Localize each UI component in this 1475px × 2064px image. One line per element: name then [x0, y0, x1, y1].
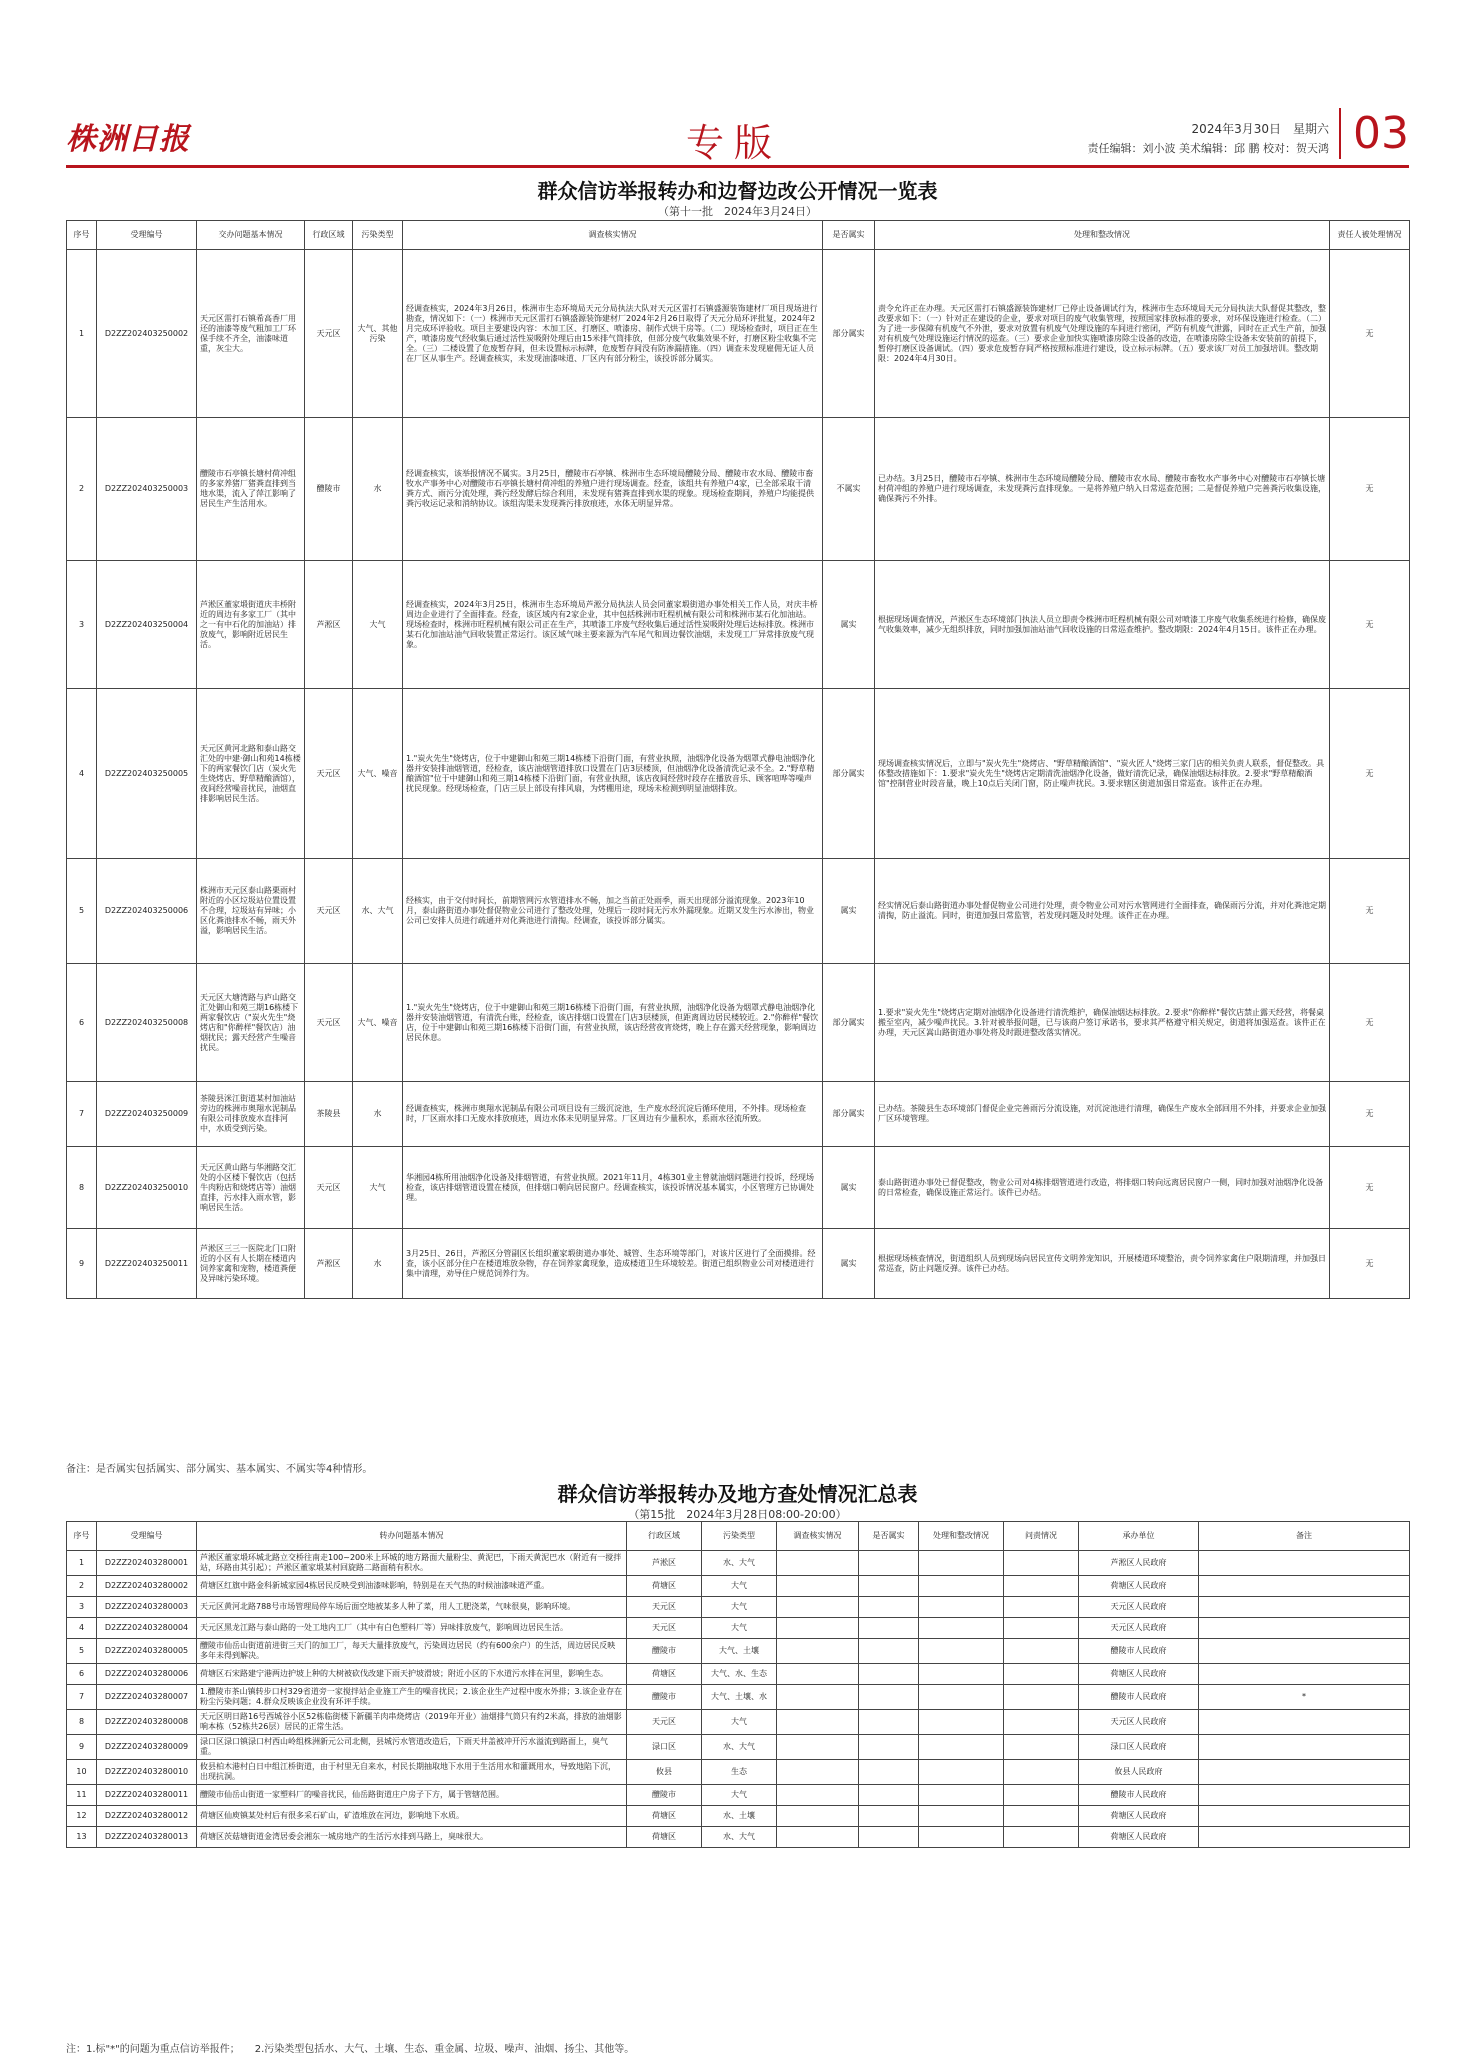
table1-subtitle: （第十一批 2024年3月24日）	[658, 205, 817, 218]
empty-cell	[859, 1639, 919, 1664]
cell-area: 天元区	[305, 1147, 353, 1229]
cell-issue: 荷塘区石宋路建宁港两边护坡上种的大树被砍伐改建下雨天护坡滑坡；附近小区的下水道污水排在河里，影响生态。	[197, 1664, 627, 1685]
empty-cell	[859, 1827, 919, 1848]
cell-issue: 天元区黄河北路和泰山路交汇处的中建·御山和苑14栋楼下的两家餐饮门店（炭火先生烧烤店、野草精酿酒馆），夜间经营噪音扰民，油烟直排影响居民生活。	[197, 689, 305, 859]
cell-type: 水	[353, 1082, 403, 1147]
table-row	[67, 1576, 1410, 1597]
cell-no: 9	[67, 1735, 97, 1760]
column-header: 处理和整改情况	[875, 221, 1330, 250]
empty-cell	[919, 1806, 1004, 1827]
cell-no: 1	[67, 250, 97, 418]
empty-cell	[777, 1827, 859, 1848]
cell-remark	[1199, 1760, 1410, 1785]
cell-handling: 泰山路街道办事处已督促整改，物业公司对4栋排烟管道进行改造，将排烟口转向远离居民窗户一侧，同时加强对油烟净化设备的日常检查，确保设施正常运行。该件已办结。	[875, 1147, 1330, 1229]
cell-id: D2ZZ202403280008	[97, 1710, 197, 1735]
cell-no: 2	[67, 1576, 97, 1597]
cell-area: 醴陵市	[627, 1639, 702, 1664]
empty-cell	[919, 1639, 1004, 1664]
cell-unit: 荷塘区人民政府	[1079, 1827, 1199, 1848]
cell-no: 10	[67, 1760, 97, 1785]
cell-liable: 无	[1330, 964, 1410, 1082]
cell-handling: 已办结。茶陵县生态环境部门督促企业完善雨污分流设施，对沉淀池进行清理，确保生产废水全部回用不外排，并要求企业加强厂区环境管理。	[875, 1082, 1330, 1147]
cell-id: D2ZZ202403250006	[97, 859, 197, 964]
table-row	[67, 964, 1410, 1082]
table1-title: 群众信访举报转办和边督边改公开情况一览表	[537, 179, 938, 203]
empty-cell	[859, 1735, 919, 1760]
table-row	[67, 1147, 1410, 1229]
cell-verified: 属实	[823, 1147, 875, 1229]
cell-remark	[1199, 1785, 1410, 1806]
cell-no: 6	[67, 1664, 97, 1685]
cell-remark	[1199, 1618, 1410, 1639]
empty-cell	[1004, 1618, 1079, 1639]
empty-cell	[777, 1639, 859, 1664]
empty-cell	[919, 1576, 1004, 1597]
cell-remark	[1199, 1551, 1410, 1576]
cell-type: 大气	[702, 1618, 777, 1639]
cell-area: 天元区	[305, 250, 353, 418]
cell-handling: 根据现场核查情况，街道组织人员到现场向居民宣传文明养宠知识，开展楼道环境整治，责令饲养家禽住户限期清理，并加强日常巡查，防止问题反弹。该件已办结。	[875, 1229, 1330, 1299]
table1	[66, 220, 1410, 1299]
cell-issue: 天元区大塘湾路与庐山路交汇处御山和苑三期16栋楼下两家餐饮店（"炭火先生"烧烤店和"你醉样"餐饮店）油烟扰民；露天经营产生噪音扰民。	[197, 964, 305, 1082]
cell-issue: 天元区黄山路与华湘路交汇处的小区楼下餐饮店（包括牛肉粉店和烧烤店等）油烟直排，污水排入雨水管，影响居民生活。	[197, 1147, 305, 1229]
column-header: 序号	[67, 221, 97, 250]
cell-type: 大气、其他污染	[353, 250, 403, 418]
cell-id: D2ZZ202403280003	[97, 1597, 197, 1618]
cell-type: 水、大气	[702, 1827, 777, 1848]
cell-handling: 根据现场调查情况，芦淞区生态环境部门执法人员立即责令株洲市旺程机械有限公司对喷漆工序废气收集系统进行检修，确保废气收集效率，减少无组织排放，同时加强加油站油气回收设施的日常巡查维护。整改期限：2024年4月15日。该件正在办理。	[875, 561, 1330, 689]
cell-liable: 无	[1330, 1229, 1410, 1299]
cell-id: D2ZZ202403250009	[97, 1082, 197, 1147]
cell-verified: 不属实	[823, 418, 875, 561]
table-row	[67, 1806, 1410, 1827]
cell-remark	[1199, 1576, 1410, 1597]
cell-area: 天元区	[627, 1597, 702, 1618]
cell-verified: 部分属实	[823, 1082, 875, 1147]
cell-remark	[1199, 1827, 1410, 1848]
cell-investigation: 华湘园4栋所用油烟净化设备及排烟管道，有营业执照。2021年11月，4栋301业主曾就油烟问题进行投诉，经现场检查，该店排烟管道设置在楼顶，但排烟口朝向居民窗户。经调查核实，该投诉情况基本属实，小区管理方已协调处理。	[403, 1147, 823, 1229]
cell-no: 8	[67, 1710, 97, 1735]
cell-liable: 无	[1330, 561, 1410, 689]
cell-type: 大气、噪音	[353, 964, 403, 1082]
column-header: 行政区域	[627, 1522, 702, 1551]
cell-investigation: 经调查核实，2024年3月25日，株洲市生态环境局芦淞分局执法人员会同董家塅街道办事处相关工作人员，对庆丰桥周边企业进行了全面排查。经查，该区域内有2家企业，其中包括株洲市旺程机械有限公司和株洲市某石化加油站。现场检查时，株洲市旺程机械有限公司正在生产，其喷漆工序废气经收集后通过活性炭吸附处理后达标排放。株洲市某石化加油站油气回收装置正常运行。该区域气味主要来源为汽车尾气和周边餐饮油烟，未发现工厂异常排放废气现象。	[403, 561, 823, 689]
empty-cell	[1004, 1827, 1079, 1848]
empty-cell	[1004, 1551, 1079, 1576]
cell-no: 1	[67, 1551, 97, 1576]
cell-unit: 天元区人民政府	[1079, 1597, 1199, 1618]
table-row	[67, 1785, 1410, 1806]
cell-issue: 1.醴陵市茶山镇转步口村329省道旁一家搅拌站企业施工产生的噪音扰民；2.该企业生产过程中废水外排；3.该企业存在粉尘污染问题；4.群众反映该企业没有环评手续。	[197, 1685, 627, 1710]
empty-cell	[859, 1597, 919, 1618]
empty-cell	[777, 1618, 859, 1639]
table-row	[67, 859, 1410, 964]
editor-credits: 责任编辑：刘小波 美术编辑：邱 鹏 校对：贺天鸿	[1087, 142, 1329, 155]
empty-cell	[777, 1551, 859, 1576]
table2-header-row	[67, 1522, 1410, 1551]
empty-cell	[859, 1785, 919, 1806]
column-header: 调查核实情况	[777, 1522, 859, 1551]
column-header: 是否属实	[823, 221, 875, 250]
cell-issue: 天元区明日路16号西城谷小区52栋临街楼下新疆羊肉串烧烤店（2019年开业）油烟排气筒只有约2米高，排放的油烟影响本栋（52栋共26层）居民的正常生活。	[197, 1710, 627, 1735]
cell-issue: 天元区黄河北路788号市场管理局停车场后面空地被某多人种了菜，用人工肥浇菜，气味很臭，影响环境。	[197, 1597, 627, 1618]
empty-cell	[1004, 1685, 1079, 1710]
cell-no: 6	[67, 964, 97, 1082]
empty-cell	[777, 1664, 859, 1685]
cell-investigation: 1."炭火先生"烧烤店，位于中建御山和苑三期14栋楼下沿街门面，有营业执照，油烟净化设备为烟罩式静电油烟净化器并安装排油烟管道，经检查，该店油烟管道排放口设置在门店3层楼顶，但油烟净化设备清洗记录不全。2."野草精酿酒馆"位于中建御山和苑三期14栋楼下沿街门面，有营业执照，该店夜间经营时段存在播放音乐、顾客喧哗等噪声扰民现象。经现场检查，门店三层上部设有排风扇，为烤棚用途，现场未检测到明显油烟排放。	[403, 689, 823, 859]
empty-cell	[777, 1685, 859, 1710]
cell-type: 大气、噪音	[353, 689, 403, 859]
cell-no: 13	[67, 1827, 97, 1848]
cell-id: D2ZZ202403250011	[97, 1229, 197, 1299]
table1-note: 备注：是否属实包括属实、部分属实、基本属实、不属实等4种情形。	[66, 1464, 373, 1475]
empty-cell	[1004, 1785, 1079, 1806]
empty-cell	[1004, 1710, 1079, 1735]
empty-cell	[859, 1551, 919, 1576]
cell-unit: 醴陵市人民政府	[1079, 1785, 1199, 1806]
cell-type: 大气	[702, 1576, 777, 1597]
cell-unit: 荷塘区人民政府	[1079, 1806, 1199, 1827]
cell-verified: 部分属实	[823, 250, 875, 418]
cell-type: 大气	[702, 1710, 777, 1735]
cell-issue: 茶陵县洣江街道某村加油站旁边的株洲市奥翔水泥制品有限公司排放废水直排河中，水质受到污染。	[197, 1082, 305, 1147]
empty-cell	[777, 1735, 859, 1760]
cell-area: 荷塘区	[627, 1664, 702, 1685]
table2-note: 注：1.标"*"的问题为重点信访举报件； 2.污染类型包括水、大气、土壤、生态、重金属、垃圾、噪声、油烟、扬尘、其他等。	[66, 2044, 635, 2055]
cell-unit: 荷塘区人民政府	[1079, 1576, 1199, 1597]
cell-id: D2ZZ202403250002	[97, 250, 197, 418]
column-header: 污染类型	[702, 1522, 777, 1551]
cell-issue: 醴陵市仙岳山街道一家塑料厂的噪音扰民，仙岳路街道庄户房子下方，属于管辖范围。	[197, 1785, 627, 1806]
empty-cell	[859, 1806, 919, 1827]
empty-cell	[859, 1664, 919, 1685]
cell-area: 醴陵市	[305, 418, 353, 561]
empty-cell	[777, 1710, 859, 1735]
cell-issue: 芦淞区三三一医院北门口附近的小区有人长期在楼道内饲养家禽和宠物，楼道粪便及异味污染环境。	[197, 1229, 305, 1299]
cell-no: 3	[67, 561, 97, 689]
table-row	[67, 1082, 1410, 1147]
empty-cell	[919, 1710, 1004, 1735]
cell-issue: 醴陵市石亭镇长塘村荷冲组的多家养猪厂猪粪直排到当地水渠，流入了萍江影响了居民生产生活用水。	[197, 418, 305, 561]
table-row	[67, 561, 1410, 689]
cell-area: 渌口区	[627, 1735, 702, 1760]
cell-verified: 部分属实	[823, 964, 875, 1082]
empty-cell	[777, 1806, 859, 1827]
cell-type: 水、大气	[702, 1551, 777, 1576]
cell-type: 大气	[353, 561, 403, 689]
cell-id: D2ZZ202403280007	[97, 1685, 197, 1710]
column-header: 污染类型	[353, 221, 403, 250]
section-title: 专版	[686, 121, 783, 165]
cell-area: 芦淞区	[305, 1229, 353, 1299]
cell-handling: 现场调查核实情况后，立即与"炭火先生"烧烤店、"野草精酿酒馆"、"炭火匠人"烧烤三家门店的相关负责人联系，督促整改。具体整改措施如下：1.要求"炭火先生"烧烤店定期清洗油烟净化设备，做好清洗记录，确保油烟达标排放。2.要求"野草精酿酒馆"控制营业时段音量，晚上10点后关闭门窗，防止噪声扰民。3.要求辖区街道加强日常巡查。该件正在办理。	[875, 689, 1330, 859]
cell-area: 天元区	[305, 964, 353, 1082]
table-row	[67, 1827, 1410, 1848]
cell-type: 大气	[353, 1147, 403, 1229]
cell-type: 水、土壤	[702, 1806, 777, 1827]
column-header: 转办问题基本情况	[197, 1522, 627, 1551]
cell-remark	[1199, 1735, 1410, 1760]
column-header: 受理编号	[97, 221, 197, 250]
cell-remark: *	[1199, 1685, 1410, 1710]
cell-id: D2ZZ202403250005	[97, 689, 197, 859]
table2-subtitle: （第15批 2024年3月28日08:00-20:00）	[628, 1508, 847, 1521]
cell-no: 5	[67, 859, 97, 964]
cell-type: 大气、水、生态	[702, 1664, 777, 1685]
cell-unit: 攸县人民政府	[1079, 1760, 1199, 1785]
table-row	[67, 1760, 1410, 1785]
table-row	[67, 1618, 1410, 1639]
cell-remark	[1199, 1710, 1410, 1735]
cell-liable: 无	[1330, 689, 1410, 859]
issue-date: 2024年3月30日 星期六	[1191, 122, 1329, 136]
cell-id: D2ZZ202403250010	[97, 1147, 197, 1229]
cell-id: D2ZZ202403280005	[97, 1639, 197, 1664]
cell-area: 荷塘区	[627, 1576, 702, 1597]
cell-area: 茶陵县	[305, 1082, 353, 1147]
empty-cell	[1004, 1639, 1079, 1664]
cell-id: D2ZZ202403250008	[97, 964, 197, 1082]
cell-handling: 经实情况后泰山路街道办事处督促物业公司进行处理，责令物业公司对污水管网进行全面排查，确保雨污分流，并对化粪池定期清掏，防止溢流。同时，街道加强日常监管，若发现问题及时处理。该件正在办理。	[875, 859, 1330, 964]
empty-cell	[919, 1685, 1004, 1710]
cell-issue: 荷塘区仙庾镇某处村后有很多采石矿山，矿渣堆放在河边，影响地下水质。	[197, 1806, 627, 1827]
cell-unit: 醴陵市人民政府	[1079, 1685, 1199, 1710]
cell-unit: 天元区人民政府	[1079, 1618, 1199, 1639]
cell-investigation: 经调查核实，该举报情况不属实。3月25日，醴陵市石亭镇、株洲市生态环境局醴陵分局、醴陵市农水局、醴陵市畜牧水产事务中心对醴陵市石亭镇长塘村荷冲组的养殖户进行现场调查。经查，该组共有养殖户4家，已全部采取干清粪方式、雨污分流处理，粪污经发酵后综合利用，未发现有猪粪直排到水渠的现象。现场检查期间，养殖户均能提供粪污收运记录和消纳协议。该组沟渠未发现粪污排放痕迹，水体无明显异常。	[403, 418, 823, 561]
cell-area: 天元区	[305, 689, 353, 859]
cell-type: 水、大气	[702, 1735, 777, 1760]
cell-unit: 芦淞区人民政府	[1079, 1551, 1199, 1576]
column-header: 受理编号	[97, 1522, 197, 1551]
cell-investigation: 经调查核实，2024年3月26日，株洲市生态环境局天元分局执法大队对天元区雷打石镇盛源装饰建材厂项目现场进行勘查，情况如下：（一）株洲市天元区雷打石镇盛源装饰建材厂2024年2月26日取得了天元分局环评批复，2024年2月完成环评验收。项目主要建设内容：木加工区、打磨区、喷漆房、制作式烘干房等。（二）现场检查时，项目正在生产，喷漆房废气经收集后通过活性炭吸附处理后由15米排气筒排放，但部分废气收集效果不好，打磨区粉尘收集不完全。（三）二楼设置了危废暂存间，但未设置标示标牌，危废暂存间没有防渗漏措施。（四）调查未发现雇佣无证人员在厂区从事生产。经调查核实，未发现油漆味道、厂区内有部分粉尘，该投诉部分属实。	[403, 250, 823, 418]
cell-no: 7	[67, 1082, 97, 1147]
cell-type: 大气	[702, 1785, 777, 1806]
cell-unit: 荷塘区人民政府	[1079, 1664, 1199, 1685]
cell-handling: 责令允许正在办理。天元区雷打石镇盛源装饰建材厂已停止设备调试行为，株洲市生态环境局天元分局执法大队督促其整改，整改要求如下：（一）针对正在建设的企业，要求对项目的废气收集管理，按照国家排放标准的要求，对环保设施进行检查。（二）为了进一步保障有机废气不外泄，要求对放置有机废气处理设施的车间进行密闭，严防有机废气泄露，同时在正式生产前，加强对有机废气处理设施运行情况的巡查。（三）要求企业加快实施喷漆房除尘设备的改造，在喷漆房除尘设备未安装前的前提下，暂停打磨区设备调试。（四）要求危废暂存间严格按照标准进行建设，设立标示标牌。（五）要求该厂对员工加强培训。整改期限：2024年4月30日。	[875, 250, 1330, 418]
cell-no: 12	[67, 1806, 97, 1827]
empty-cell	[919, 1664, 1004, 1685]
cell-id: D2ZZ202403250004	[97, 561, 197, 689]
cell-remark	[1199, 1639, 1410, 1664]
cell-no: 7	[67, 1685, 97, 1710]
cell-type: 水	[353, 1229, 403, 1299]
cell-type: 生态	[702, 1760, 777, 1785]
cell-issue: 天元区黑龙江路与泰山路的一处工地内工厂（其中有白色塑料厂等）异味排放废气，影响周边居民生活。	[197, 1618, 627, 1639]
cell-unit: 天元区人民政府	[1079, 1710, 1199, 1735]
empty-cell	[919, 1597, 1004, 1618]
page-number: 03	[1339, 108, 1409, 159]
cell-no: 9	[67, 1229, 97, 1299]
empty-cell	[1004, 1576, 1079, 1597]
cell-area: 荷塘区	[627, 1827, 702, 1848]
newspaper-logo: 株洲日报	[66, 122, 190, 157]
empty-cell	[1004, 1760, 1079, 1785]
empty-cell	[1004, 1806, 1079, 1827]
cell-liable: 无	[1330, 1147, 1410, 1229]
cell-issue: 荷塘区红旗中路金科新城家园4栋居民反映受到油漆味影响，特别是在天气热的时候油漆味道严重。	[197, 1576, 627, 1597]
empty-cell	[919, 1551, 1004, 1576]
cell-area: 天元区	[627, 1710, 702, 1735]
table2-title: 群众信访举报转办及地方查处情况汇总表	[557, 1482, 918, 1506]
cell-investigation: 3月25日、26日，芦淞区分管副区长组织董家塅街道办事处、城管、生态环境等部门，对该片区进行了全面摸排。经查，该小区部分住户在楼道堆放杂物，存在饲养家禽现象，造成楼道卫生环境较差。街道已组织物业公司对楼道进行集中清理，劝导住户规范饲养行为。	[403, 1229, 823, 1299]
table-row	[67, 418, 1410, 561]
cell-area: 芦淞区	[305, 561, 353, 689]
cell-type: 水、大气	[353, 859, 403, 964]
empty-cell	[859, 1576, 919, 1597]
column-header: 序号	[67, 1522, 97, 1551]
cell-no: 4	[67, 1618, 97, 1639]
cell-type: 水	[353, 418, 403, 561]
cell-no: 3	[67, 1597, 97, 1618]
cell-no: 5	[67, 1639, 97, 1664]
header-divider	[66, 165, 1409, 168]
cell-area: 醴陵市	[627, 1685, 702, 1710]
empty-cell	[777, 1785, 859, 1806]
cell-unit: 渌口区人民政府	[1079, 1735, 1199, 1760]
cell-remark	[1199, 1806, 1410, 1827]
table-row	[67, 1685, 1410, 1710]
cell-issue: 渌口区渌口镇渌口村西山岭组株洲新元公司北侧，县城污水管道改造后，下雨天井盖被冲开污水溢流到路面上，臭气重。	[197, 1735, 627, 1760]
cell-investigation: 1."炭火先生"烧烤店，位于中建御山和苑三期16栋楼下沿街门面，有营业执照，油烟净化设备为烟罩式静电油烟净化器并安装油烟管道，有清洗台账，经检查，该店排烟口设置在门店3层楼顶，但距离周边居民楼较近。2."你醉样"餐饮店，位于中建御山和苑三期16栋楼下沿街门面，有营业执照，该店经营夜宵烧烤，晚上存在露天经营现象，影响周边居民休息。	[403, 964, 823, 1082]
cell-id: D2ZZ202403280006	[97, 1664, 197, 1685]
column-header: 调查核实情况	[403, 221, 823, 250]
table-row	[67, 1229, 1410, 1299]
column-header: 承办单位	[1079, 1522, 1199, 1551]
cell-liable: 无	[1330, 1082, 1410, 1147]
table2	[66, 1521, 1410, 1848]
empty-cell	[919, 1618, 1004, 1639]
cell-issue: 芦淞区董家塅环城北路立交桥往南走100~200米上环城的地方路面大量粉尘、黄泥巴，下雨天黄泥巴水（附近有一搅拌站，环路由其引起）；芦淞区董家塅某村回旋路二路面稍有积水。	[197, 1551, 627, 1576]
table-row	[67, 1551, 1410, 1576]
table-row	[67, 689, 1410, 859]
empty-cell	[777, 1576, 859, 1597]
empty-cell	[859, 1618, 919, 1639]
cell-remark	[1199, 1597, 1410, 1618]
empty-cell	[777, 1760, 859, 1785]
cell-id: D2ZZ202403250003	[97, 418, 197, 561]
table-row	[67, 1735, 1410, 1760]
column-header: 交办问题基本情况	[197, 221, 305, 250]
masthead	[66, 110, 1409, 165]
cell-verified: 部分属实	[823, 689, 875, 859]
empty-cell	[859, 1760, 919, 1785]
column-header: 问责情况	[1004, 1522, 1079, 1551]
column-header: 是否属实	[859, 1522, 919, 1551]
empty-cell	[859, 1710, 919, 1735]
cell-id: D2ZZ202403280013	[97, 1827, 197, 1848]
cell-handling: 已办结。3月25日，醴陵市石亭镇、株洲市生态环境局醴陵分局、醴陵市农水局、醴陵市畜牧水产事务中心对醴陵市石亭镇长塘村荷冲组的养殖户进行现场调查，未发现粪污直排现象。一是将养殖户纳入日常巡查范围；二是督促养殖户完善粪污收集设施，确保粪污不外排。	[875, 418, 1330, 561]
cell-id: D2ZZ202403280009	[97, 1735, 197, 1760]
cell-area: 芦淞区	[627, 1551, 702, 1576]
cell-liable: 无	[1330, 859, 1410, 964]
cell-verified: 属实	[823, 1229, 875, 1299]
cell-type: 大气	[702, 1597, 777, 1618]
cell-issue: 攸县柏木港村白日中组江桥街道，由于村里无自来水，村民长期抽取地下水用于生活用水和灌溉用水，导致地陷下沉，出现抗洞。	[197, 1760, 627, 1785]
cell-issue: 醴陵市仙岳山街道前进街三天门的加工厂，每天大量排放废气，污染周边居民（约有600余户）的生活，周边居民反映多年未得到解决。	[197, 1639, 627, 1664]
cell-unit: 醴陵市人民政府	[1079, 1639, 1199, 1664]
cell-issue: 荷塘区茨菇塘街道金湾居委会湘东一城房地产的生活污水排到马路上，臭味很大。	[197, 1827, 627, 1848]
cell-liable: 无	[1330, 418, 1410, 561]
cell-area: 醴陵市	[627, 1785, 702, 1806]
column-header: 备注	[1199, 1522, 1410, 1551]
empty-cell	[777, 1597, 859, 1618]
empty-cell	[919, 1760, 1004, 1785]
empty-cell	[859, 1685, 919, 1710]
cell-area: 天元区	[627, 1618, 702, 1639]
cell-area: 攸县	[627, 1760, 702, 1785]
table-row	[67, 250, 1410, 418]
cell-type: 大气、土壤、水	[702, 1685, 777, 1710]
cell-area: 荷塘区	[627, 1806, 702, 1827]
cell-id: D2ZZ202403280001	[97, 1551, 197, 1576]
empty-cell	[919, 1735, 1004, 1760]
cell-issue: 株洲市天元区泰山路栗雨村附近的小区垃圾站位置设置不合理，垃圾站有异味；小区化粪池排水不畅，雨天外溢，影响居民生活。	[197, 859, 305, 964]
cell-investigation: 经核实，由于交付时间长，前期管网污水管道排水不畅，加之当前正处雨季，雨天出现部分溢流现象。2023年10月，泰山路街道办事处督促物业公司进行了整改处理，处理后一段时间无污水外漏现象。近期又发生污水渗出，物业公司已安排人员进行疏通并对化粪池进行清掏。经调查，该投诉部分属实。	[403, 859, 823, 964]
column-header: 处理和整改情况	[919, 1522, 1004, 1551]
column-header: 行政区域	[305, 221, 353, 250]
empty-cell	[1004, 1664, 1079, 1685]
cell-liable: 无	[1330, 250, 1410, 418]
table-row	[67, 1664, 1410, 1685]
cell-no: 4	[67, 689, 97, 859]
cell-handling: 1.要求"炭火先生"烧烤店定期对油烟净化设备进行清洗维护，确保油烟达标排放。2.要求"你醉样"餐饮店禁止露天经营，将餐桌搬至室内，减少噪声扰民。3.针对被举报问题，已与该商户签订承诺书，要求其严格遵守相关规定，街道将加强巡查。该件正在办理，天元区嵩山路街道办事处将及时跟进整改落实情况。	[875, 964, 1330, 1082]
cell-id: D2ZZ202403280002	[97, 1576, 197, 1597]
cell-type: 大气、土壤	[702, 1639, 777, 1664]
cell-issue: 天元区雷打石镇希高香厂用还的油漆等废气粗加工厂环保手续不齐全，油漆味道重，灰尘大。	[197, 250, 305, 418]
cell-no: 2	[67, 418, 97, 561]
empty-cell	[1004, 1735, 1079, 1760]
table-row	[67, 1597, 1410, 1618]
empty-cell	[1004, 1597, 1079, 1618]
cell-investigation: 经调查核实，株洲市奥翔水泥制品有限公司项目设有三级沉淀池，生产废水经沉淀后循环使用，不外排。现场检查时，厂区雨水排口无废水排放痕迹，周边水体未见明显异常。厂区周边有少量积水，系雨水径流所致。	[403, 1082, 823, 1147]
empty-cell	[919, 1785, 1004, 1806]
cell-id: D2ZZ202403280004	[97, 1618, 197, 1639]
cell-remark	[1199, 1664, 1410, 1685]
table-row	[67, 1710, 1410, 1735]
table1-header-row	[67, 221, 1410, 250]
cell-verified: 属实	[823, 561, 875, 689]
cell-id: D2ZZ202403280010	[97, 1760, 197, 1785]
empty-cell	[919, 1827, 1004, 1848]
cell-area: 天元区	[305, 859, 353, 964]
cell-no: 8	[67, 1147, 97, 1229]
column-header: 责任人被处理情况	[1330, 221, 1410, 250]
cell-id: D2ZZ202403280011	[97, 1785, 197, 1806]
cell-id: D2ZZ202403280012	[97, 1806, 197, 1827]
cell-verified: 属实	[823, 859, 875, 964]
cell-no: 11	[67, 1785, 97, 1806]
cell-issue: 芦淞区董家塅街道庆丰桥附近的周边有多家工厂（其中之一有中石化的加油站）排放废气，影响附近居民生活。	[197, 561, 305, 689]
table-row	[67, 1639, 1410, 1664]
